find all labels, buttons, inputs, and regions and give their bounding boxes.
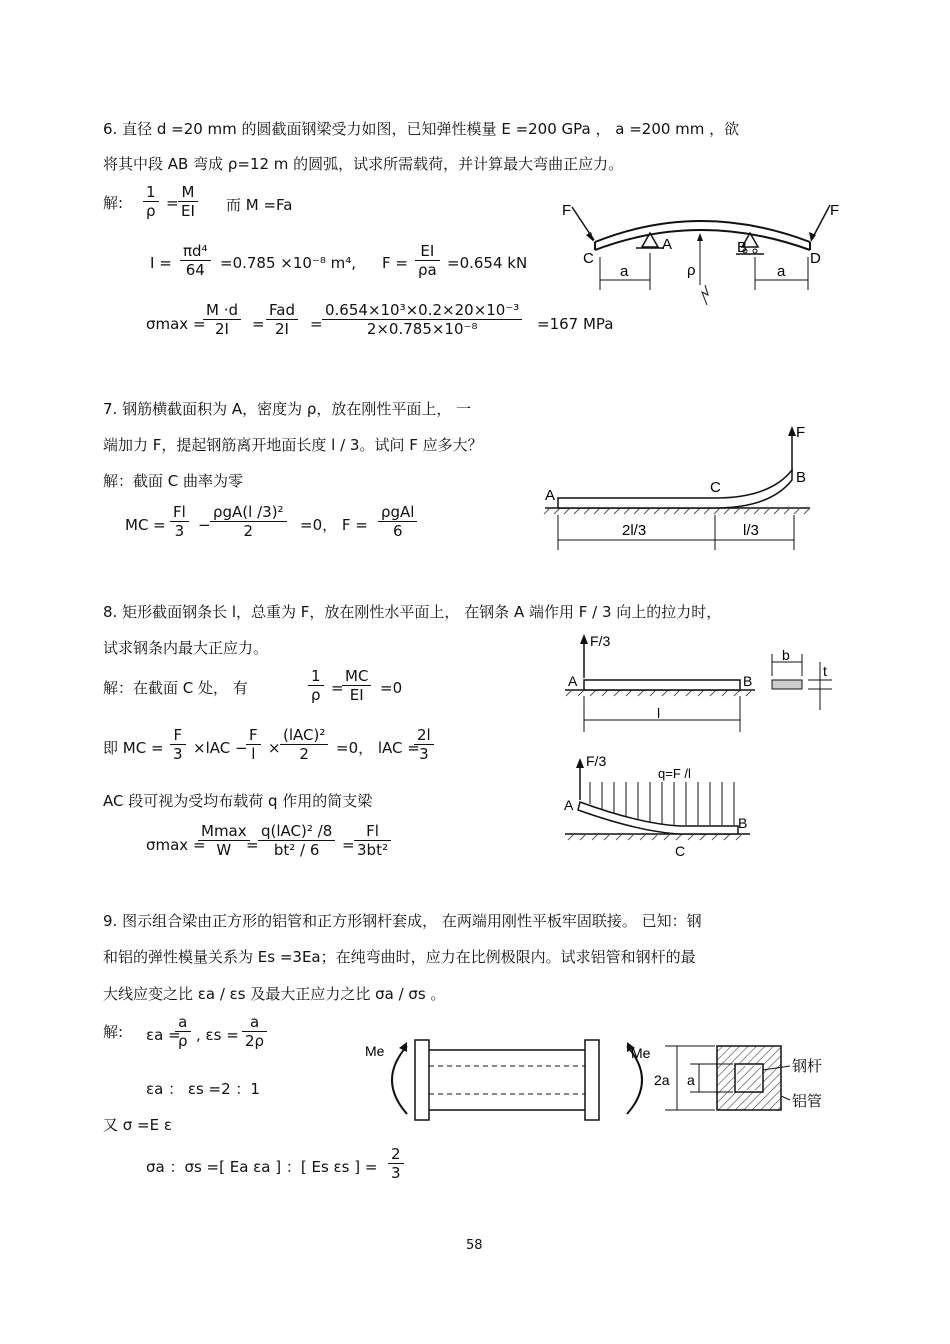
- p9-fig-dim-a: a: [687, 1072, 695, 1088]
- p6-eq3-frac2: Fad 2I: [266, 301, 298, 338]
- p8-fig-A-bottom: A: [564, 797, 574, 813]
- p6-fig-rho: ρ: [687, 262, 696, 279]
- p9-fig-dim-2a: 2a: [654, 1072, 670, 1088]
- p9-sol-frac3: $\frac{2}{3}$: [388, 1145, 404, 1182]
- p9-sol-line: 又 σ =E ε: [103, 1116, 172, 1134]
- p6-fig-C: C: [583, 250, 594, 267]
- p6-eq3-value: =167 MPa: [537, 315, 614, 333]
- p9-sol-frac1: $\frac{a}{\rho}$: [175, 1013, 191, 1050]
- p6-fig-F-left: F: [562, 202, 572, 219]
- p6-eq1-tail: 而 M =Fa: [226, 196, 293, 214]
- p7-rebar-figure: [540, 420, 820, 555]
- p8-fig-B-bottom: B: [738, 815, 748, 831]
- p8-sol-frac8: q(lAC)² /8 bt² / 6: [258, 822, 335, 859]
- p6-fig-a2: a: [777, 263, 786, 280]
- p7-text-line2: 端加力 F，提起钢筋离开地面长度 l / 3。试问 F 应多大？: [103, 436, 483, 454]
- p6-eq2-value: =0.785 ×10⁻⁸ m⁴,: [220, 254, 357, 272]
- p8-sol-eq-lac: =0， lAC =: [336, 739, 420, 757]
- p6-eq3-eq2: =: [310, 315, 323, 333]
- p9-solution-label: 解:: [103, 1023, 124, 1041]
- p9-fig-Me-right: Me: [631, 1045, 651, 1061]
- p9-fig-alum-label: 铝管: [792, 1093, 823, 1110]
- p8-text-line2: 试求钢条内最大正应力。: [103, 639, 269, 657]
- p9-fig-Me-left: Me: [365, 1043, 385, 1059]
- p7-fig-A: A: [545, 487, 556, 504]
- p6-eq2-Fvalue: =0.654 kN: [447, 254, 528, 272]
- p7-eq-MC: MC =: [125, 516, 166, 534]
- p8-fig-C-bottom: C: [675, 843, 686, 859]
- p8-sol-line2-start: 即 MC =: [103, 739, 164, 757]
- p9-sol-e1: εa =: [146, 1026, 181, 1044]
- p8-fig-l: l: [657, 705, 661, 721]
- p8-sol-lac: ×lAC −: [193, 739, 248, 757]
- p7-fig-len2: l/3: [743, 522, 759, 539]
- p6-text-line2: 将其中段 AB 弯成 ρ=12 m 的圆弧，试求所需载荷，并计算最大弯曲正应力。: [103, 155, 624, 173]
- p6-eq3-frac1: $\frac{M \cdot d}{2I}$: [203, 301, 241, 338]
- p6-fig-a1: a: [620, 263, 629, 280]
- p7-eq-mid: =0， F =: [300, 516, 368, 534]
- p6-solution-label: 解:: [103, 194, 124, 212]
- p8-sol-frac5: (lAC)² 2: [280, 726, 328, 763]
- p8-fig-F3-bottom: F/3: [586, 753, 607, 769]
- p7-fig-B: B: [796, 469, 807, 486]
- p6-eq1-frac1: $\frac{1}{\rho}$: [143, 183, 159, 220]
- p9-sol-frac2: $\frac{a}{2\rho}$: [242, 1013, 267, 1050]
- p8-fig-q: q=F /l: [658, 766, 691, 781]
- p8-fig-B-top: B: [743, 673, 753, 689]
- p8-sol-line3: AC 段可视为受均布载荷 q 作用的简支梁: [103, 792, 373, 810]
- p6-beam-figure: [560, 195, 860, 325]
- p6-eq1-frac2: $\frac{M}{EI}$: [178, 183, 198, 220]
- p6-fig-B: B: [737, 239, 748, 256]
- p8-sol-eq2: =: [246, 836, 259, 854]
- p6-fig-D: D: [810, 250, 821, 267]
- p6-eq2-F: F =: [382, 254, 408, 272]
- p8-sol-line1: 解：在截面 C 处， 有: [103, 679, 248, 697]
- p9-sol-ratio1: εa ： εs =2 ：1: [146, 1080, 260, 1098]
- p8-sol-frac1: $\frac{1}{\rho}$: [308, 667, 324, 704]
- p8-sol-frac3: $\frac{F}{3}$: [170, 726, 186, 763]
- p8-sol-frac4: $\frac{F}{l}$: [246, 726, 261, 763]
- p8-sol-frac7: Mmax W: [198, 822, 250, 859]
- p7-fig-C: C: [710, 479, 721, 496]
- p6-eq2-frac: $\frac{\text{πd⁴}}{64}$: [180, 242, 211, 279]
- p7-fig-F: F: [796, 424, 806, 441]
- p8-sol-times: ×: [268, 739, 281, 757]
- p9-text-line1: 9. 图示组合梁由正方形的铝管和正方形钢杆套成， 在两端用刚性平板牢固联接。 已知：钢: [103, 912, 702, 930]
- p6-fig-F-right: F: [830, 202, 840, 219]
- p9-text-line2: 和铝的弹性模量关系为 Es =3Ea；在纯弯曲时，应力在比例极限内。试求铝管和钢杆的最: [103, 948, 696, 966]
- p6-eq2-Ffrac: $\frac{EI}{\rho a}$: [415, 242, 440, 279]
- p8-fig-b: b: [782, 647, 790, 663]
- p6-eq1-equals: =: [166, 194, 179, 212]
- p8-fig-A-top: A: [568, 673, 578, 689]
- p7-eq-frac3: ρgAl 6: [378, 503, 417, 540]
- p8-text-line1: 8. 矩形截面钢条长 l，总重为 F，放在刚性水平面上， 在钢条 A 端作用 F / 3 向上的拉力时，: [103, 603, 722, 621]
- p8-sol-eq3: =: [342, 836, 355, 854]
- p7-eq-frac1: $\frac{Fl}{3}$: [170, 503, 189, 540]
- p8-strip-figure-bottom: [560, 752, 760, 862]
- p9-sol-ratio2: σa ：σs =[ Ea εa ] ：[ Es εs ] =: [146, 1158, 378, 1176]
- p9-text-line3: 大线应变之比 εa / εs 及最大正应力之比 σa / σs 。: [103, 985, 446, 1003]
- p8-fig-t: t: [823, 663, 827, 679]
- p7-text-line1: 7. 钢筋横截面积为 A，密度为 ρ，放在刚性平面上， 一: [103, 400, 472, 418]
- p6-fig-A: A: [662, 236, 673, 253]
- p8-sol-eq0: =0: [380, 679, 403, 697]
- p8-fig-F3-top: F/3: [590, 633, 611, 649]
- p7-solution-line: 解：截面 C 曲率为零: [103, 472, 244, 490]
- p6-eq3-sigma: σmax =: [146, 315, 206, 333]
- p8-strip-figure-top: [560, 630, 845, 740]
- p6-text-line1: 6. 直径 d =20 mm 的圆截面钢梁受力如图，已知弹性模量 E =200 GPa ， a =200 mm ，欲: [103, 120, 740, 138]
- p7-eq-frac2: ρgA(l /3)² 2: [210, 503, 287, 540]
- p8-sol-frac9: $\frac{Fl}{\text{3bt²}}$: [354, 822, 391, 859]
- p9-fig-steel-label: 钢杆: [792, 1058, 823, 1075]
- p8-sol-frac6: $\frac{2l}{3}$: [414, 726, 434, 763]
- p6-eq3-frac3: $\frac{\text{0.654×10³×0.2×20×10⁻³}}{\text{2×0.785×10⁻⁸}}$: [322, 301, 522, 338]
- p8-sol-frac2: $\frac{MC}{EI}$: [342, 667, 371, 704]
- p6-eq2-I: I =: [150, 254, 172, 272]
- p8-sol-eq1: =: [331, 679, 344, 697]
- p6-eq3-eq1: =: [252, 315, 265, 333]
- page-number: 58: [466, 1238, 483, 1253]
- p7-fig-len1: 2l/3: [622, 522, 647, 539]
- p8-sol-sigma: σmax =: [146, 836, 206, 854]
- p9-sol-e2: , εs =: [196, 1026, 239, 1044]
- p9-composite-beam-figure: [365, 1030, 835, 1130]
- p7-eq-minus: −: [198, 516, 211, 534]
